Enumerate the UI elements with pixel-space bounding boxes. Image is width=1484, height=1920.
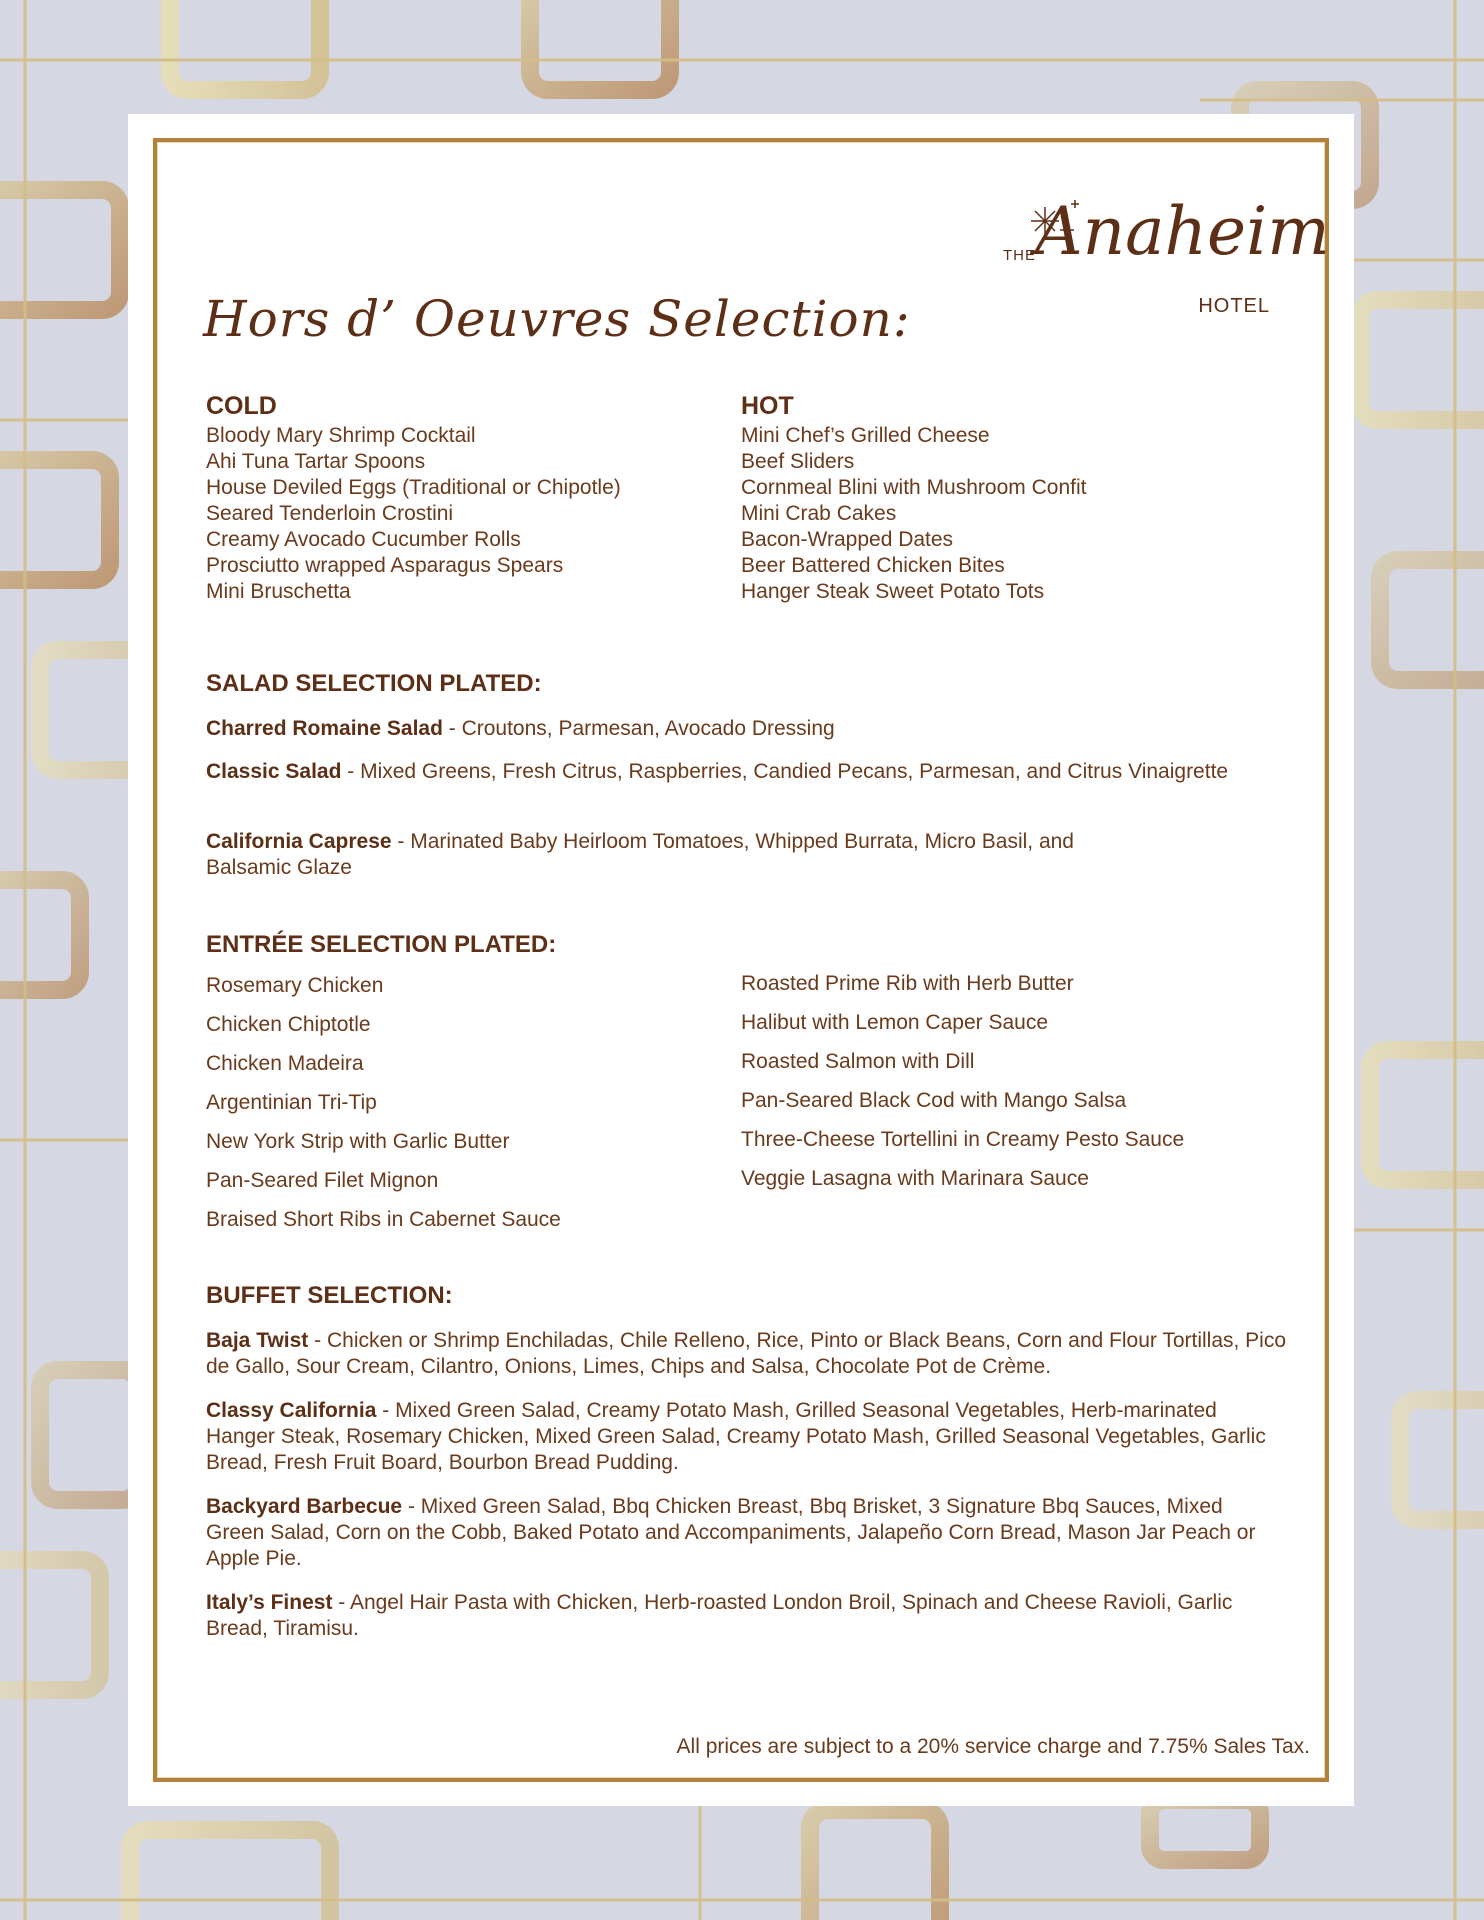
buffet-item: [206, 1590, 1281, 1642]
list-item: Chicken Madeira: [206, 1052, 364, 1075]
list-item: Roasted Prime Rib with Herb Butter: [741, 972, 1074, 995]
item-name: Backyard Barbecue: [206, 1495, 403, 1518]
list-item: Hanger Steak Sweet Potato Tots: [741, 580, 1045, 603]
logo-hotel: HOTEL: [1198, 295, 1270, 317]
salad-heading: SALAD SELECTION PLATED:: [206, 670, 542, 697]
list-item: Three-Cheese Tortellini in Creamy Pesto Sauce: [741, 1128, 1185, 1151]
list-item: Chicken Chiptotle: [206, 1013, 371, 1036]
item-name: California Caprese: [206, 830, 392, 853]
item-name: Italy’s Finest: [206, 1591, 333, 1614]
hotel-logo: [985, 193, 1330, 325]
item-desc: - Mixed Green Salad, Bbq Chicken Breast, Bbq Brisket, 3 Signature Bbq Sauces, Mixed Green Salad, Corn on the Cobb, Baked Potato and Accompaniments, Jalapeño Corn Bread, Mason Jar Peach or Apple Pie.: [206, 1495, 1256, 1570]
list-item: Argentinian Tri-Tip: [206, 1091, 377, 1114]
buffet-item: [206, 1398, 1281, 1476]
item-name: Classic Salad: [206, 760, 342, 783]
list-item: Prosciutto wrapped Asparagus Spears: [206, 554, 564, 577]
salad-item: [206, 829, 1136, 881]
hot-column: [741, 392, 1086, 605]
buffet-item: [206, 1328, 1301, 1380]
entree-left-column: [206, 973, 561, 1246]
buffet-heading: BUFFET SELECTION:: [206, 1282, 453, 1309]
list-item: Rosemary Chicken: [206, 974, 384, 997]
entree-right-column: [741, 971, 1184, 1205]
list-item: House Deviled Eggs (Traditional or Chipotle): [206, 476, 621, 499]
list-item: Bacon-Wrapped Dates: [741, 528, 954, 551]
cold-column: [206, 392, 621, 605]
list-item: Beer Battered Chicken Bites: [741, 554, 1005, 577]
list-item: Pan-Seared Filet Mignon: [206, 1169, 439, 1192]
footer-note: All prices are subject to a 20% service charge and 7.75% Sales Tax.: [676, 1735, 1310, 1758]
logo-the: THE: [1003, 247, 1036, 264]
list-item: Mini Chef’s Grilled Cheese: [741, 424, 990, 447]
list-item: Beef Sliders: [741, 450, 855, 473]
buffet-item: [206, 1494, 1281, 1572]
item-desc: - Mixed Greens, Fresh Citrus, Raspberries, Candied Pecans, Parmesan, and Citrus Vinaigrette: [341, 760, 1229, 783]
item-desc: - Croutons, Parmesan, Avocado Dressing: [442, 717, 835, 740]
list-item: Creamy Avocado Cucumber Rolls: [206, 528, 521, 551]
salad-item: [206, 759, 1246, 785]
list-item: Seared Tenderloin Crostini: [206, 502, 454, 525]
item-desc: - Mixed Green Salad, Creamy Potato Mash, Grilled Seasonal Vegetables, Herb-marinated Hanger Steak, Rosemary Chicken, Mixed Green Salad, Creamy Potato Mash, Grilled Seasonal Vegetables, Garlic Bread, Fresh Fruit Board, Bourbon Bread Pudding.: [206, 1399, 1266, 1474]
item-name: Classy California: [206, 1399, 377, 1422]
item-desc: - Marinated Baby Heirloom Tomatoes, Whipped Burrata, Micro Basil, and Balsamic Glaze: [206, 830, 1074, 879]
page-title: Hors d’ Oeuvres Selection:: [203, 290, 911, 348]
list-item: New York Strip with Garlic Butter: [206, 1130, 510, 1153]
logo-name: Anaheim: [1035, 193, 1330, 270]
list-item: Mini Crab Cakes: [741, 502, 897, 525]
list-item: Ahi Tuna Tartar Spoons: [206, 450, 426, 473]
list-item: Braised Short Ribs in Cabernet Sauce: [206, 1208, 561, 1231]
cold-heading: COLD: [206, 392, 277, 420]
item-name: Baja Twist: [206, 1329, 309, 1352]
list-item: Cornmeal Blini with Mushroom Confit: [741, 476, 1087, 499]
salad-item: [206, 716, 1296, 742]
list-item: Pan-Seared Black Cod with Mango Salsa: [741, 1089, 1127, 1112]
hot-heading: HOT: [741, 392, 794, 420]
entree-heading: ENTRÉE SELECTION PLATED:: [206, 931, 557, 958]
list-item: Mini Bruschetta: [206, 580, 351, 603]
list-item: Roasted Salmon with Dill: [741, 1050, 975, 1073]
list-item: Bloody Mary Shrimp Cocktail: [206, 424, 476, 447]
item-desc: - Angel Hair Pasta with Chicken, Herb-roasted London Broil, Spinach and Cheese Ravioli, Garlic Bread, Tiramisu.: [206, 1591, 1233, 1640]
list-item: Halibut with Lemon Caper Sauce: [741, 1011, 1049, 1034]
item-name: Charred Romaine Salad: [206, 717, 443, 740]
item-desc: - Chicken or Shrimp Enchiladas, Chile Relleno, Rice, Pinto or Black Beans, Corn and Flour Tortillas, Pico de Gallo, Sour Cream, Cilantro, Onions, Limes, Chips and Salsa, Chocolate Pot de Crème.: [206, 1329, 1287, 1378]
list-item: Veggie Lasagna with Marinara Sauce: [741, 1167, 1089, 1190]
